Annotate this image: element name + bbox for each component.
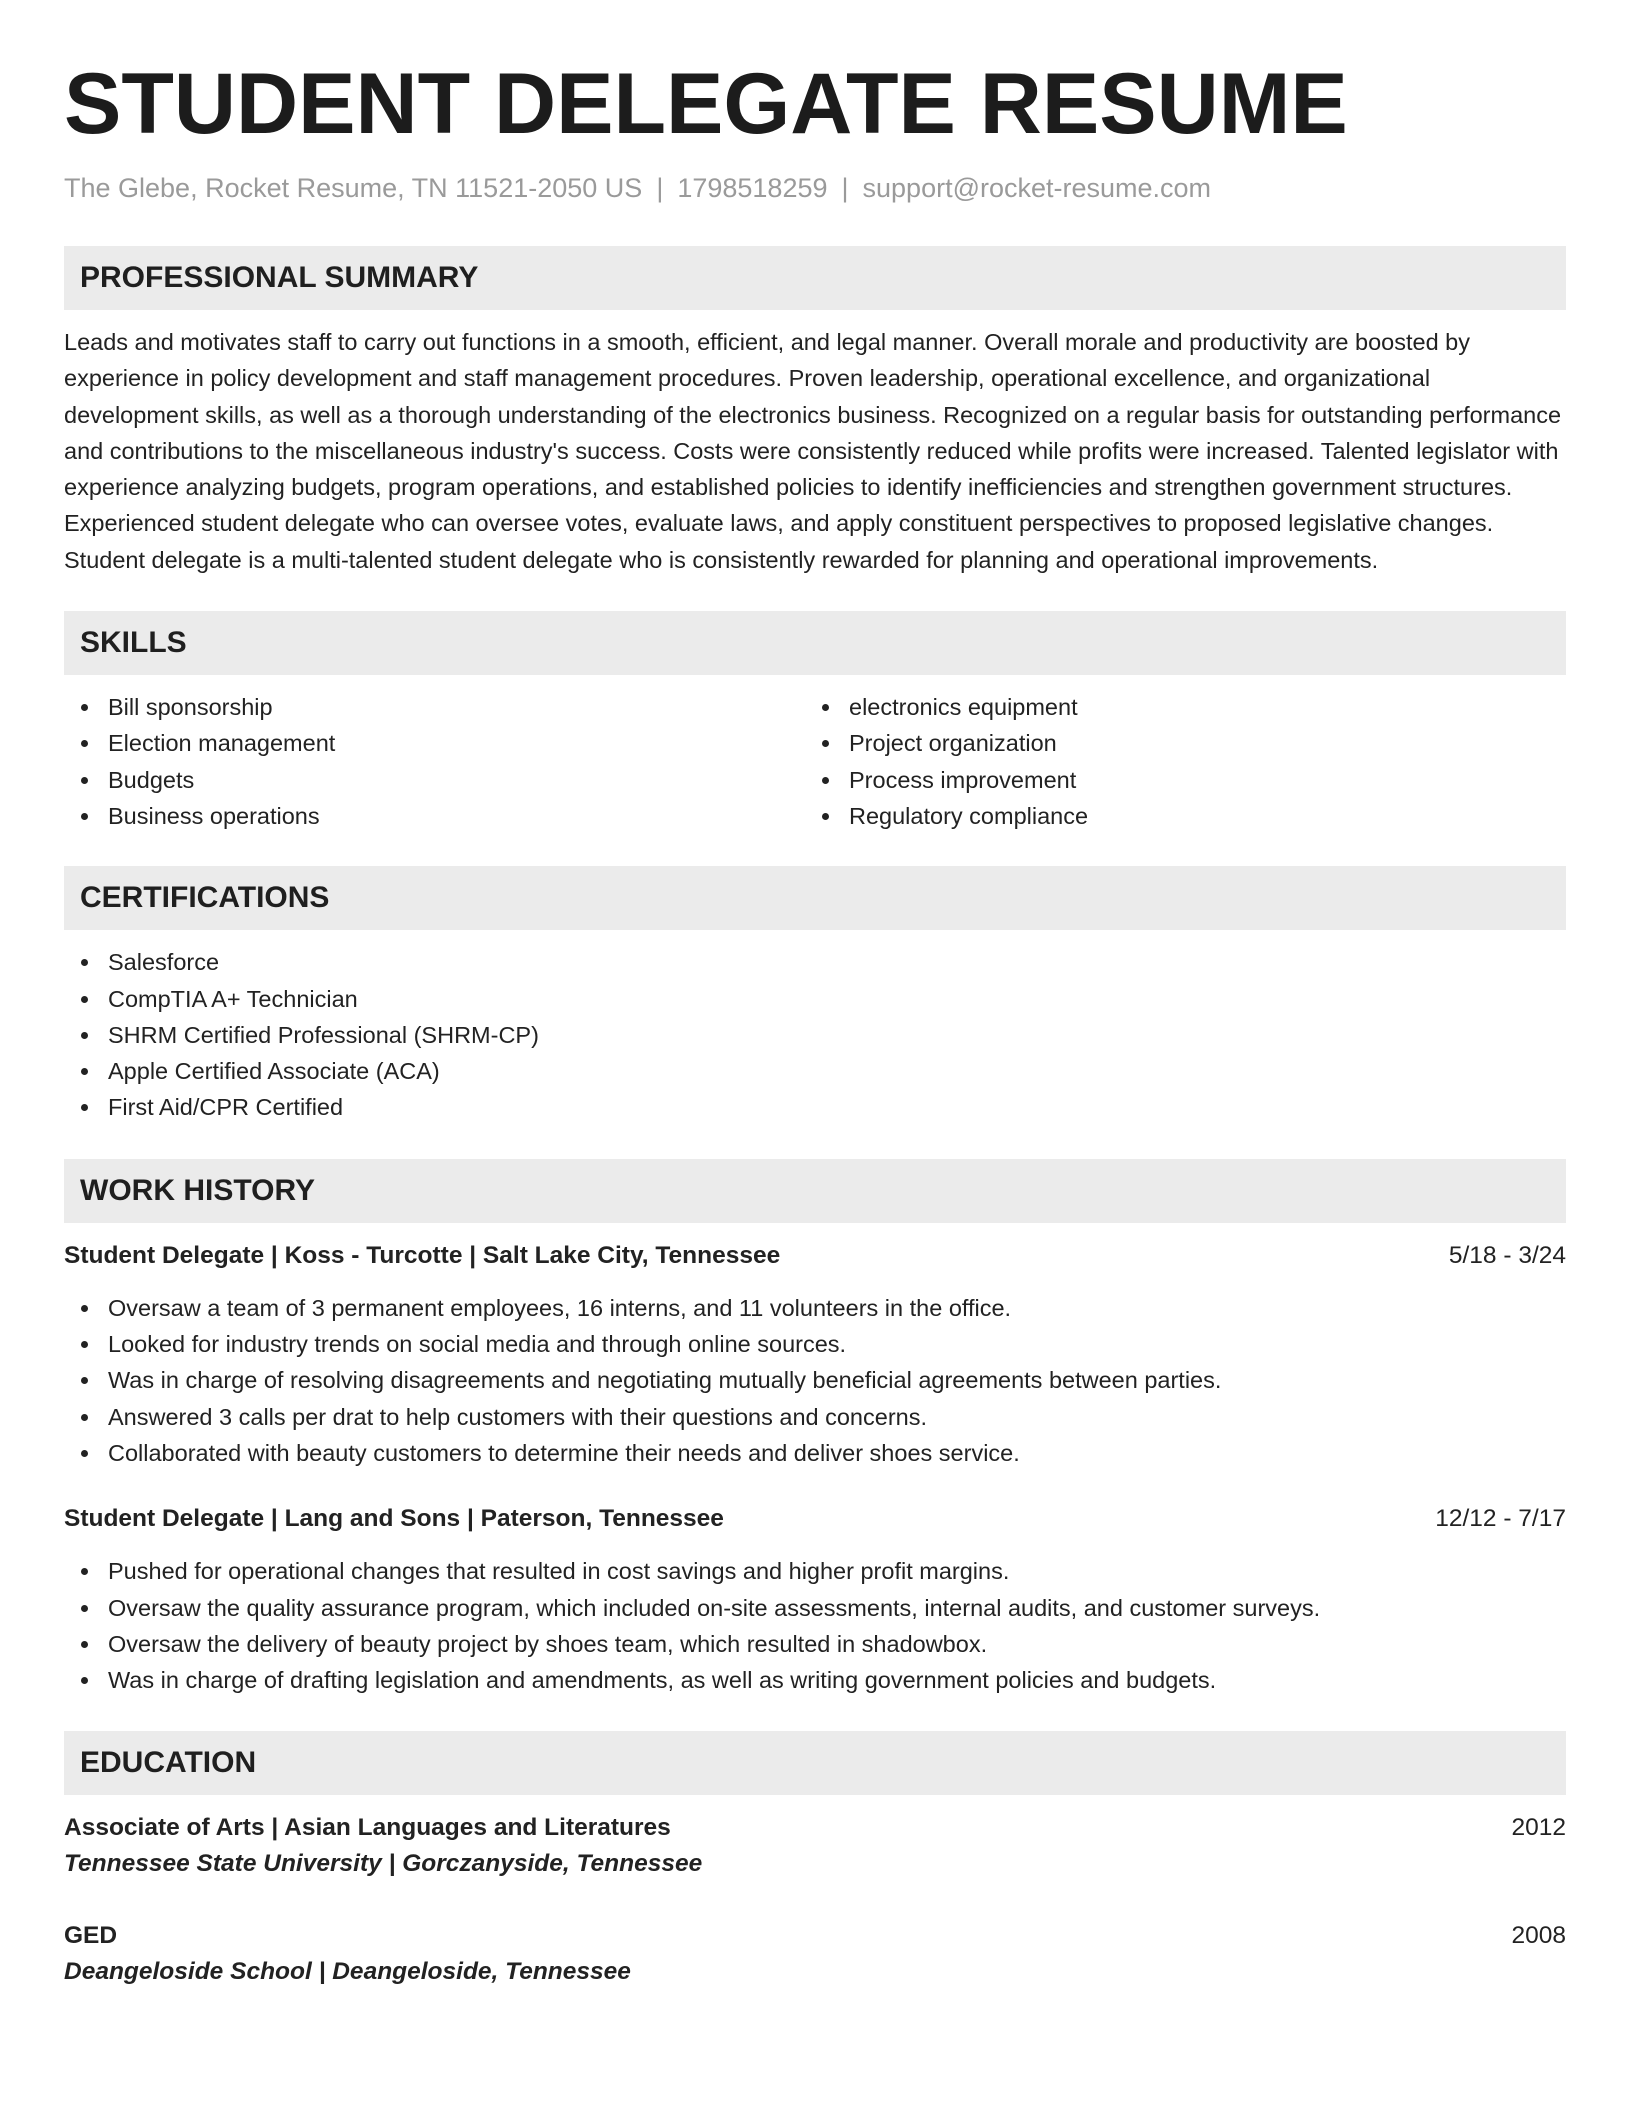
summary-text: Leads and motivates staff to carry out functions in a smooth, efficient, and legal manner. Overall morale and productivity are boosted by experience in policy development and staff management procedures. Proven leadership, operational excellence, and organizational development skills, as well as a thorough understanding of the electronics business. Recognized on a regular basis for outstanding performance and contributions to the miscellaneous industry's success. Costs were consistently reduced while profits were increased. Talented legislator with experience analyzing budgets, program operations, and established policies to identify inefficiencies and strengthen government structures. Experienced student delegate who can oversee votes, evaluate laws, and apply constituent perspectives to proposed legislative changes. Student delegate is a multi-talented student delegate who is consistently rewarded for planning and operational improvements. <box>64 329 1562 573</box>
contact-separator: | <box>841 173 849 203</box>
skill-item: Project organization <box>805 725 1546 761</box>
skill-item: Bill sponsorship <box>64 689 805 725</box>
education-year: 2012 <box>1511 1814 1566 1842</box>
certification-item: CompTIA A+ Technician <box>64 981 1566 1017</box>
job-title: Student Delegate | Koss - Turcotte | Salt Lake City, Tennessee <box>64 1241 781 1269</box>
certification-item: First Aid/CPR Certified <box>64 1089 1566 1125</box>
section-heading-summary: PROFESSIONAL SUMMARY <box>64 246 1566 310</box>
resume-page <box>64 56 1566 1990</box>
job-dates: 12/12 - 7/17 <box>1435 1505 1566 1533</box>
contact-phone: 1798518259 <box>677 173 828 203</box>
job-bullet: Oversaw the quality assurance program, which included on-site assessments, internal audits, and customer surveys. <box>64 1590 1566 1626</box>
education-header <box>64 1810 1566 1846</box>
skill-item: Business operations <box>64 798 805 834</box>
job-bullet: Was in charge of resolving disagreements and negotiating mutually beneficial agreements between parties. <box>64 1362 1566 1398</box>
section-heading-skills: SKILLS <box>64 611 1566 675</box>
job-title: Student Delegate | Lang and Sons | Paterson, Tennessee <box>64 1505 724 1533</box>
education-degree: GED <box>64 1922 118 1950</box>
certification-item: SHRM Certified Professional (SHRM-CP) <box>64 1017 1566 1053</box>
job-bullets <box>64 1290 1566 1471</box>
resume-title: STUDENT DELEGATE RESUME <box>64 56 1348 152</box>
job-entry <box>64 1238 1566 1471</box>
section-heading-certifications: CERTIFICATIONS <box>64 866 1566 930</box>
skills-list-right <box>805 689 1546 834</box>
contact-line <box>64 170 1566 206</box>
education-entry <box>64 1810 1566 1882</box>
job-bullets <box>64 1553 1566 1698</box>
job-bullet: Oversaw a team of 3 permanent employees, 16 interns, and 11 volunteers in the office. <box>64 1290 1566 1326</box>
education-header <box>64 1918 1566 1954</box>
job-bullet: Collaborated with beauty customers to determine their needs and deliver shoes service. <box>64 1435 1566 1471</box>
job-bullet: Was in charge of drafting legislation and amendments, as well as writing government policies and budgets. <box>64 1662 1566 1698</box>
job-entry <box>64 1501 1566 1698</box>
education-school: Deangeloside School | Deangeloside, Tennessee <box>64 1958 631 1986</box>
job-header <box>64 1501 1566 1537</box>
job-bullet: Pushed for operational changes that resulted in cost savings and higher profit margins. <box>64 1553 1566 1589</box>
education-degree: Associate of Arts | Asian Languages and Literatures <box>64 1814 671 1842</box>
job-header <box>64 1238 1566 1274</box>
education-year: 2008 <box>1511 1922 1566 1950</box>
skill-item: Regulatory compliance <box>805 798 1546 834</box>
job-bullet: Looked for industry trends on social media and through online sources. <box>64 1326 1566 1362</box>
education-school: Tennessee State University | Gorczanyside, Tennessee <box>64 1850 703 1878</box>
job-bullet: Oversaw the delivery of beauty project by shoes team, which resulted in shadowbox. <box>64 1626 1566 1662</box>
education-entry <box>64 1918 1566 1990</box>
skill-item: Process improvement <box>805 762 1546 798</box>
contact-separator: | <box>656 173 664 203</box>
skills-list-left <box>64 689 805 834</box>
job-dates: 5/18 - 3/24 <box>1448 1241 1566 1269</box>
section-heading-education: EDUCATION <box>64 1731 1566 1795</box>
certification-item: Salesforce <box>64 944 1566 980</box>
skill-item: electronics equipment <box>805 689 1546 725</box>
skill-item: Election management <box>64 725 805 761</box>
certifications-list <box>64 944 1566 1125</box>
contact-email[interactable]: support@rocket-resume.com <box>862 173 1212 203</box>
section-heading-work-history: WORK HISTORY <box>64 1159 1566 1223</box>
job-bullet: Answered 3 calls per drat to help customers with their questions and concerns. <box>64 1399 1566 1435</box>
skill-item: Budgets <box>64 762 805 798</box>
certification-item: Apple Certified Associate (ACA) <box>64 1053 1566 1089</box>
contact-address: The Glebe, Rocket Resume, TN 11521-2050 US <box>64 173 643 203</box>
skills-grid <box>64 689 1566 834</box>
